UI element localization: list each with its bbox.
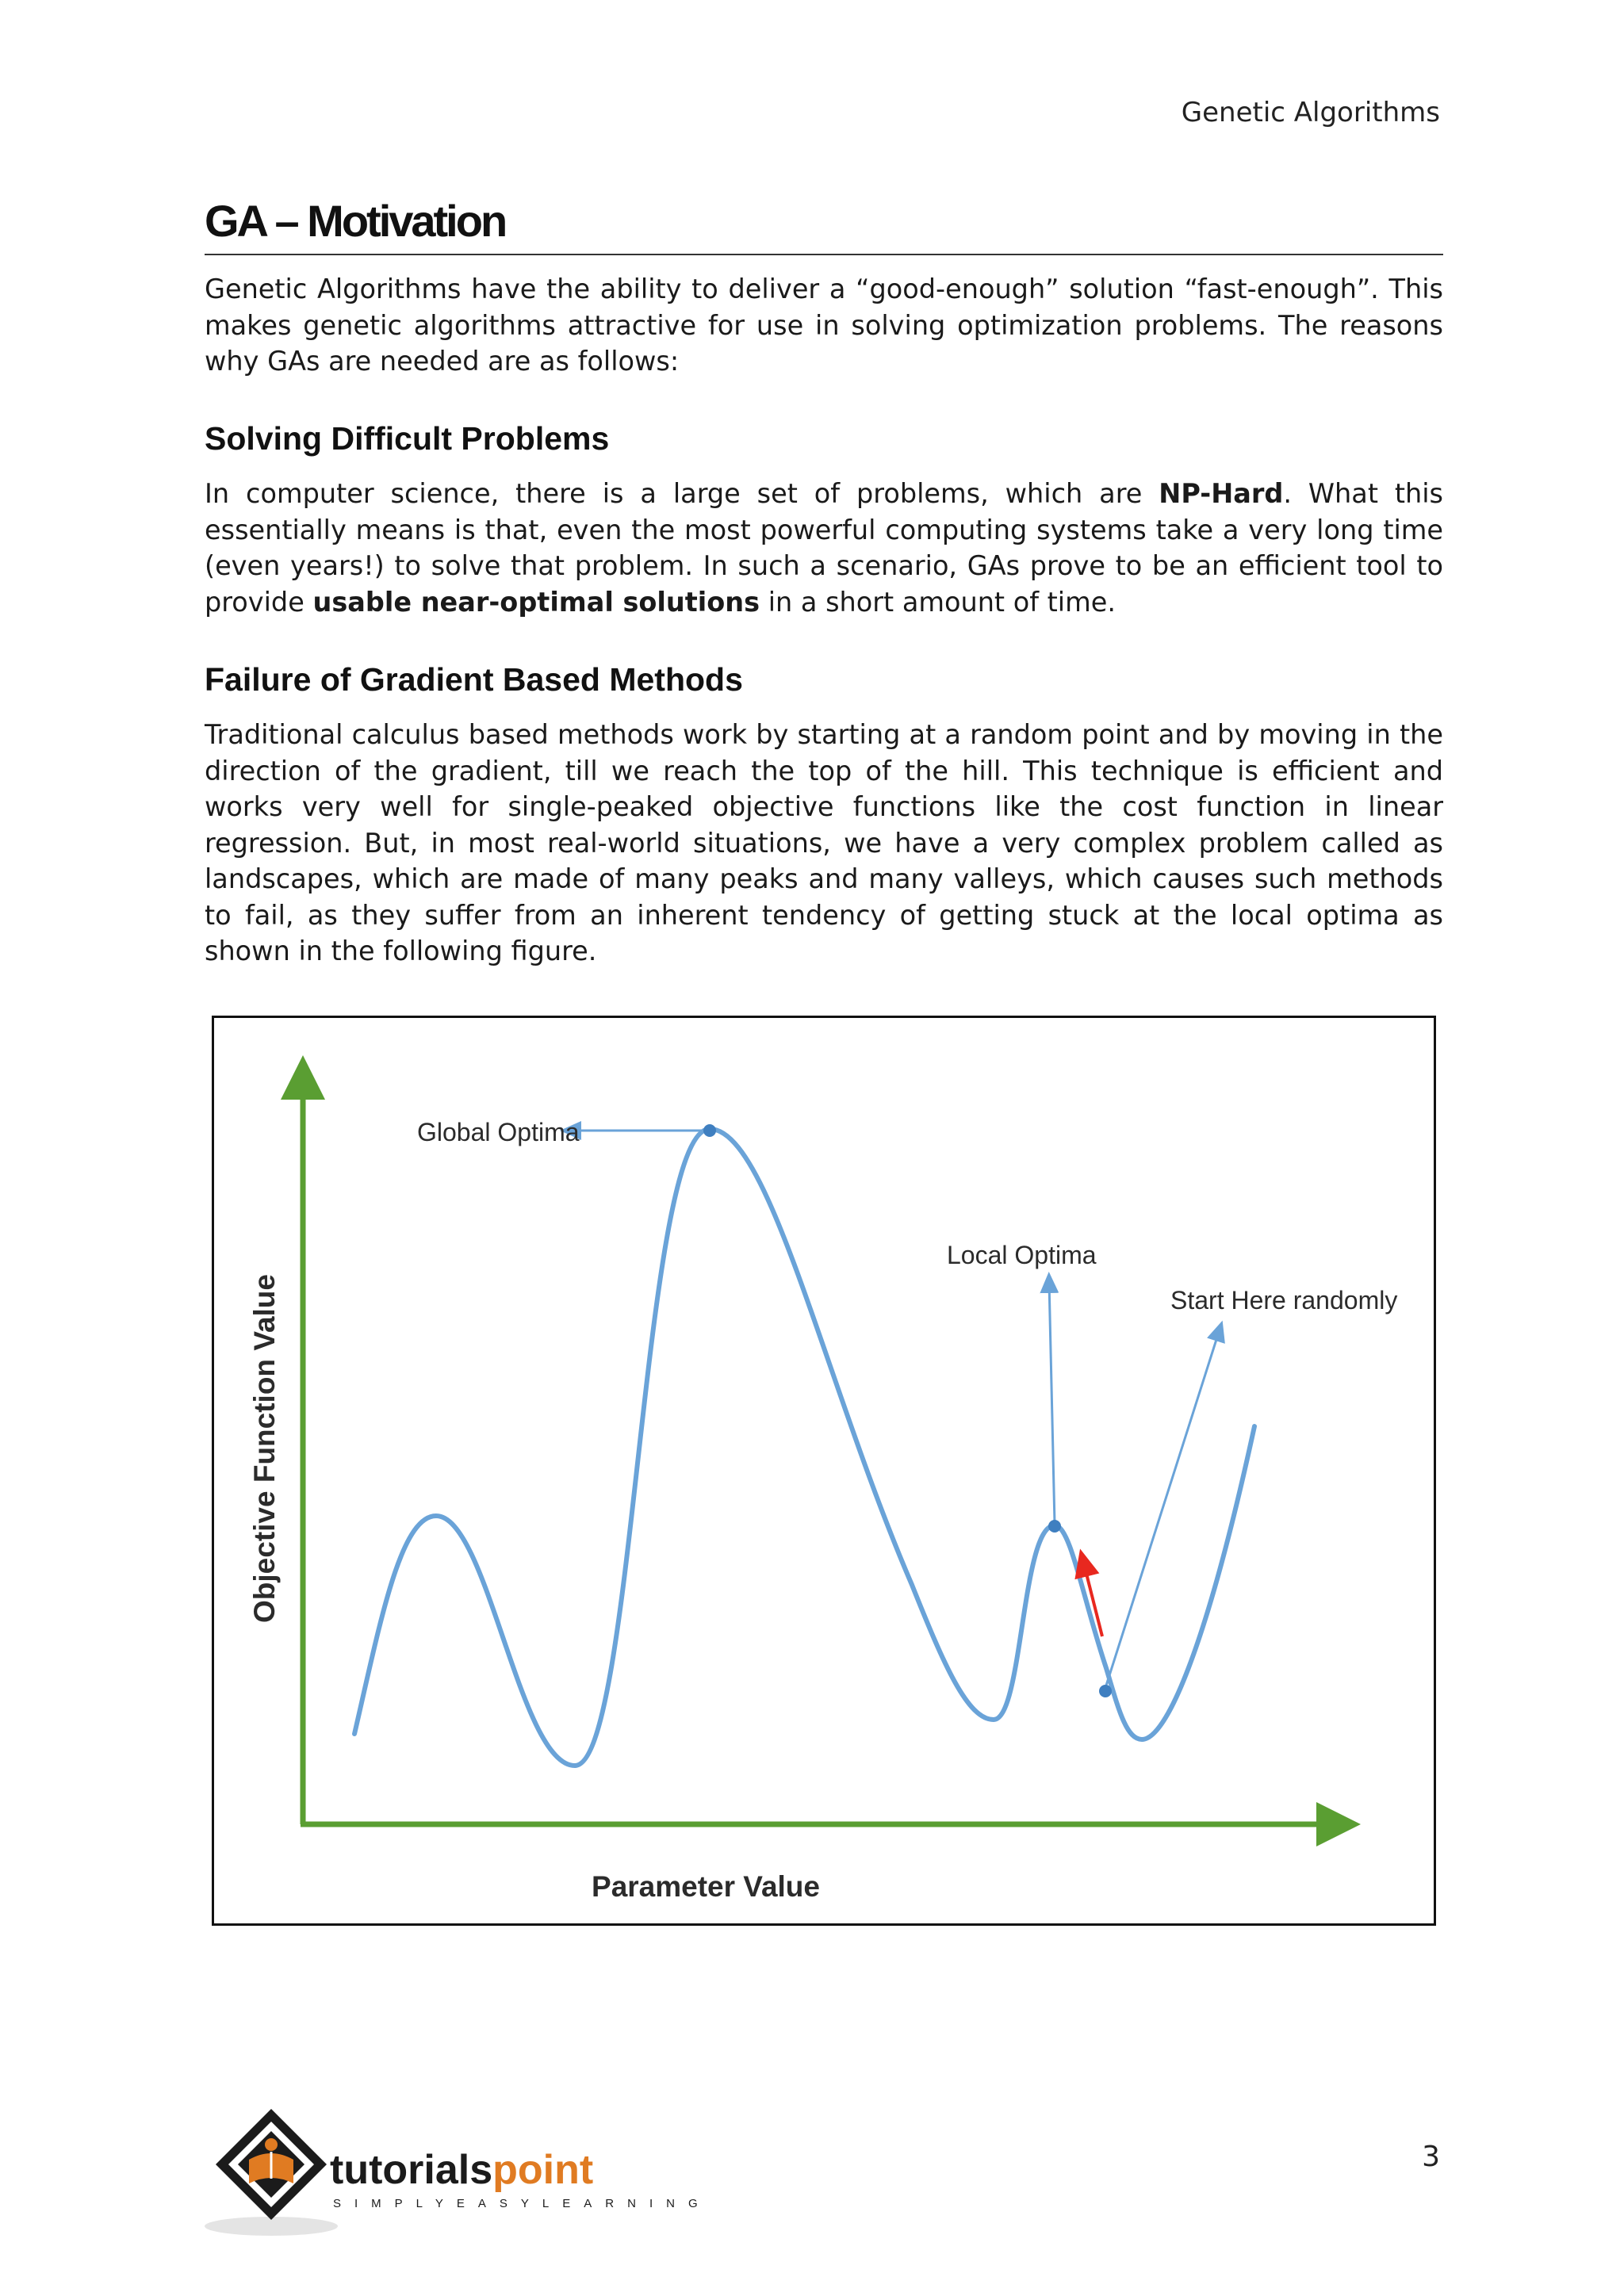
section-paragraph-difficult-problems: In computer science, there is a large set of problems, which are NP-Hard. What this essentially means is that, even the most powerful computing systems take a very long time (even years!) to solve that problem. In such a scenario, GAs prove to be an efficient tool to provide usable near-optimal solutions in a short amount of time. (205, 478, 1444, 618)
near-optimal-term: usable near-optimal solutions (312, 586, 760, 618)
section-heading-difficult-problems: Solving Difficult Problems (205, 420, 610, 457)
y-axis-label: Objective Function Value (248, 1274, 281, 1623)
local-optima-label: Local Optima (947, 1241, 1097, 1269)
svg-text:tutorialspoint: tutorialspoint (330, 2147, 594, 2193)
section-paragraph-gradient-methods: Traditional calculus based methods work by starting at a random point and by moving in the direction of the gradient, till we reach the top of the hill. This technique is efficient and works very well for single-peaked objective functions like the cost function in linear regression. But, in most real-world situations, we have a very complex problem called as landscapes, which are made of many peaks and many valleys, which causes such methods to fail, as they suffer from an inherent tendency of getting stuck at the local optima as shown in the following figure. (205, 719, 1443, 966)
running-header: Genetic Algorithms (1181, 97, 1440, 128)
figure-canvas (214, 1018, 1434, 1923)
start-here-label: Start Here randomly (1170, 1286, 1398, 1314)
local-optima-arrow (1049, 1281, 1055, 1524)
global-optima-marker (703, 1124, 716, 1137)
svg-text:SIMPLYEASYLEARNING: SIMPLYEASYLEARNING (333, 2197, 711, 2210)
x-axis-label: Parameter Value (592, 1870, 820, 1903)
tutorialspoint-logo (200, 2101, 711, 2247)
np-hard-term: NP-Hard (1159, 478, 1284, 509)
page-number: 3 (1422, 2141, 1440, 2173)
objective-curve (354, 1129, 1254, 1766)
page-title: GA – Motivation (205, 196, 506, 246)
intro-paragraph: Genetic Algorithms have the ability to deliver a “good-enough” solution “fast-enough”. This makes genetic algorithms attractive for use in solving optimization problems. The reasons why GAs are needed are as follows: (205, 274, 1443, 377)
section-heading-gradient-methods: Failure of Gradient Based Methods (205, 661, 743, 698)
optima-figure (212, 1016, 1436, 1926)
title-rule (205, 254, 1443, 255)
local-optima-marker (1048, 1520, 1061, 1533)
start-point-marker (1099, 1685, 1112, 1697)
global-optima-label: Global Optima (417, 1118, 580, 1146)
